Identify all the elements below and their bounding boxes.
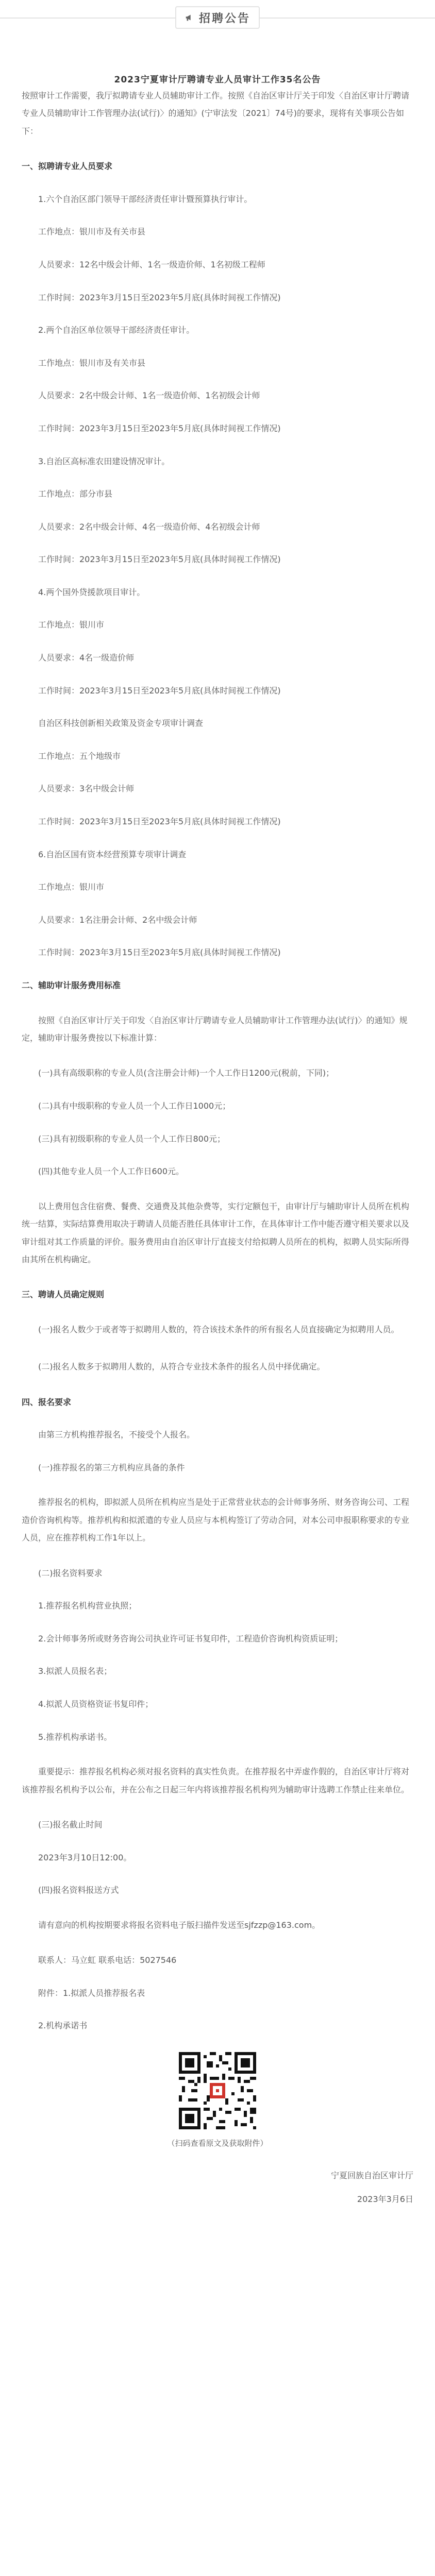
paragraph-line: 1.六个自治区部门领导干部经济责任审计暨预算执行审计。 — [38, 194, 253, 204]
qr-caption: （扫码查看原文及获取附件） — [167, 2138, 268, 2148]
paragraph: 按照《自治区审计厅关于印发〈自治区审计厅聘请专业人员辅助审计工作管理办法(试行)〉的通知》规定，辅助审计服务费按以下标准计算： — [22, 1015, 408, 1043]
paragraph-gap — [22, 1967, 413, 1987]
paragraph-line: 工作地点：银川市及有关市县 — [38, 227, 146, 237]
paragraph-line: 工作时间：2023年3月15日至2023年5月底(具体时间视工作情况) — [38, 292, 281, 302]
paragraph-gap — [22, 304, 413, 324]
paragraph-line: 人员要求：2名中级会计师、1名一级造价师、1名初级会计师 — [38, 391, 260, 401]
paragraph-gap — [22, 926, 413, 946]
paragraph-gap — [22, 1832, 413, 1851]
paragraph-line: 工作地点：五个地级市 — [38, 751, 121, 761]
paragraph-gap — [22, 665, 413, 684]
paragraph-gap — [22, 795, 413, 815]
paragraph-line: (三)报名截止时间 — [38, 1820, 103, 1829]
paragraph-gap — [22, 1301, 413, 1321]
paragraph-gap — [22, 730, 413, 750]
notice-badge-label: 招聘公告 — [198, 12, 250, 25]
paragraph: 请有意向的机构按期要求将报名资料电子版扫描件发送至sjfzzp@163.com。 — [38, 1920, 321, 1930]
paragraph-line: 工作地点：银川市 — [38, 882, 105, 892]
paragraph-line: 4.拟派人员资格资证书复印件； — [38, 1699, 154, 1709]
paragraph-gap — [22, 1547, 413, 1567]
paragraph-line: 人员要求：12名中级会计师、1名一级造价师、1名初级工程师 — [38, 259, 265, 269]
paragraph-gap — [22, 1580, 413, 1599]
paragraph-gap — [22, 206, 413, 225]
qr-code-icon[interactable] — [179, 2052, 256, 2129]
paragraph-line: (四)其他专业人员一个人工作日600元。 — [38, 1166, 185, 1177]
paragraph-gap — [22, 861, 413, 880]
paragraph-gap — [22, 566, 413, 586]
paragraph-gap — [22, 959, 413, 979]
paragraph-line: 3.拟派人员报名表； — [38, 1666, 112, 1676]
paragraph-gap — [22, 369, 413, 389]
paragraph-line: 2.会计师事务所或财务咨询公司执业许可证书复印件，工程造价咨询机构资质证明； — [38, 1633, 343, 1643]
paragraph-line: 工作时间：2023年3月15日至2023年5月底(具体时间视工作情况) — [38, 685, 281, 696]
paragraph-line: 5.推荐机构承诺书。 — [38, 1732, 112, 1742]
paragraph-line: 工作地点：银川市 — [38, 620, 105, 630]
paragraph: 重要提示：推荐报名机构必须对报名资料的真实性负责。在推荐报名中弄虚作假的，自治区审计厅将对该推荐报名机构予以公布，并在公布之日起三年内将该推荐报名机构列为辅助审计选聘工作禁止往来单位。 — [22, 1767, 410, 1794]
paragraph-line: 人员要求：3名中级会计师 — [38, 784, 135, 794]
paragraph-gap — [22, 1338, 413, 1358]
article-title: 2023宁夏审计厅聘请专业人员审计工作35名公告 — [114, 75, 321, 85]
paragraph-gap — [22, 140, 413, 160]
paragraph-line: (一)具有高级职称的专业人员(含注册会计师)一个人工作日1200元(税前，下同)； — [38, 1068, 334, 1078]
section-heading: 四、报名要求 — [22, 1397, 72, 1407]
paragraph: 以上费用包含住宿费、餐费、交通费及其他杂费等，实行定额包干，由审计厅与辅助审计人员所在机构统一结算，实际结算费用取决于聘请人员能否胜任具体审计工作，在具体审计工作中能否遵守相关要求以及审计组对其工作质量的评价。服务费用由自治区审计厅直接支付给拟聘人员所在的机构，拟聘人员实际所得由其所在机构确定。 — [22, 1201, 410, 1264]
paragraph: (一)报名人数少于或者等于拟聘用人数的，符合该技术条件的所有报名人员直接确定为拟聘用人员。 — [38, 1324, 399, 1334]
paragraph-line: 2.两个自治区单位领导干部经济责任审计。 — [38, 325, 195, 335]
paragraph-gap — [22, 1645, 413, 1665]
paragraph-line: 人员要求：1名注册会计师、2名中级会计师 — [38, 914, 197, 925]
paragraph-line: 工作时间：2023年3月15日至2023年5月底(具体时间视工作情况) — [38, 817, 281, 827]
qr-block — [22, 2052, 413, 2148]
paragraph-gap — [22, 1711, 413, 1731]
paragraph-gap — [22, 173, 413, 193]
paragraph-gap — [22, 762, 413, 782]
section-heading: 一、拟聘请专业人员要求 — [22, 161, 113, 172]
paragraph-gap — [22, 992, 413, 1012]
header — [0, 0, 435, 36]
paragraph-line: 工作地点：部分市县 — [38, 489, 113, 499]
paragraph-line: 2.机构承诺书 — [38, 2021, 88, 2031]
signature-date: 2023年3月6日 — [357, 2194, 413, 2204]
paragraph-gap — [22, 1178, 413, 1198]
paragraph-gap — [22, 1474, 413, 1494]
paragraph-line: 工作时间：2023年3月15日至2023年5月底(具体时间视工作情况) — [38, 947, 281, 958]
paragraph-gap — [22, 1897, 413, 1917]
paragraph-gap — [22, 599, 413, 618]
paragraph-gap — [22, 468, 413, 487]
article-intro: 按照审计工作需要，我厅拟聘请专业人员辅助审计工作。按照《自治区审计厅关于印发〈自治区审计厅聘请专业人员辅助审计工作管理办法(试行)〉的通知》(宁审法发〔2021〕74号)的要求，现将有关事项公告如下： — [22, 91, 410, 136]
paragraph-gap — [22, 501, 413, 520]
paragraph-line: (二)报名资料要求 — [38, 1568, 103, 1578]
paragraph-line: 附件：1.拟派人员推荐报名表 — [38, 1988, 145, 1998]
article-body — [22, 140, 413, 2032]
paragraph-gap — [22, 337, 413, 357]
paragraph-gap — [22, 1268, 413, 1288]
paragraph-gap — [22, 632, 413, 651]
paragraph-line: 自治区科技创新相关政策及资金专项审计调查 — [38, 718, 204, 728]
paragraph-gap — [22, 828, 413, 848]
paragraph-gap — [22, 239, 413, 258]
paragraph-gap — [22, 1113, 413, 1132]
paragraph-line: 联系人：马立虹 联系电话：5027546 — [38, 1955, 177, 1965]
paragraph-gap — [22, 894, 413, 913]
paragraph: (二)报名人数多于拟聘用人数的，从符合专业技术条件的报名人员中择优确定。 — [38, 1362, 325, 1372]
paragraph-line: 由第三方机构推荐报名，不接受个人报名。 — [38, 1430, 195, 1440]
paragraph-gap — [22, 1934, 413, 1954]
paragraph-line: (四)报名资料报送方式 — [38, 1885, 119, 1895]
paragraph-line: 2023年3月10日12:00。 — [38, 1852, 132, 1862]
paragraph-gap — [22, 1080, 413, 1099]
signature-org: 宁夏回族自治区审计厅 — [330, 2170, 413, 2180]
paragraph-gap — [22, 1145, 413, 1165]
paragraph-line: 人员要求：4名一级造价师 — [38, 653, 135, 663]
paragraph-gap — [22, 1613, 413, 1632]
section-heading: 三、聘请人员确定规则 — [22, 1290, 105, 1300]
paragraph-line: 工作地点：银川市及有关市县 — [38, 358, 146, 368]
paragraph-gap — [22, 1442, 413, 1461]
paragraph-line: 工作时间：2023年3月15日至2023年5月底(具体时间视工作情况) — [38, 554, 281, 565]
paragraph-gap — [22, 1999, 413, 2019]
paragraph-gap — [22, 1047, 413, 1066]
paragraph-line: (一)推荐报名的第三方机构应具备的条件 — [38, 1462, 185, 1472]
paragraph-gap — [22, 1678, 413, 1698]
section-heading: 二、辅助审计服务费用标准 — [22, 980, 121, 991]
paragraph-line: (二)具有中级职称的专业人员一个人工作日1000元； — [38, 1100, 231, 1111]
paragraph-gap — [22, 272, 413, 291]
paragraph-gap — [22, 697, 413, 717]
megaphone-icon — [185, 13, 194, 22]
paragraph-line: 1.推荐报名机构营业执照； — [38, 1601, 137, 1611]
paragraph-gap — [22, 1743, 413, 1763]
paragraph-line: 6.自治区国有资本经营预算专项审计调查 — [38, 849, 187, 859]
paragraph: 推荐报名的机构，即拟派人员所在机构应当是处于正常营业状态的会计师事务所、财务咨询公司、工程造价咨询机构等。推荐机构和拟派遣的专业人员应与本机构签订了劳动合同，对本公司申报职称要求的专业人员，应在推荐机构工作1年以上。 — [22, 1497, 410, 1543]
paragraph-line: (三)具有初级职称的专业人员一个人工作日800元； — [38, 1133, 226, 1144]
paragraph-line: 工作时间：2023年3月15日至2023年5月底(具体时间视工作情况) — [38, 423, 281, 433]
notice-badge — [175, 6, 260, 29]
paragraph-gap — [22, 435, 413, 455]
paragraph-line: 3.自治区高标准农田建设情况审计。 — [38, 456, 170, 466]
paragraph-gap — [22, 402, 413, 422]
paragraph-gap — [22, 1864, 413, 1884]
paragraph-line: 人员要求：2名中级会计师、4名一级造价师、4名初级会计师 — [38, 521, 260, 532]
paragraph-gap — [22, 1799, 413, 1818]
paragraph-gap — [22, 533, 413, 553]
paragraph-gap — [22, 1376, 413, 1396]
article — [0, 36, 435, 2206]
paragraph-line: 4.两个国外贷援款项目审计。 — [38, 587, 145, 597]
paragraph-gap — [22, 1409, 413, 1428]
